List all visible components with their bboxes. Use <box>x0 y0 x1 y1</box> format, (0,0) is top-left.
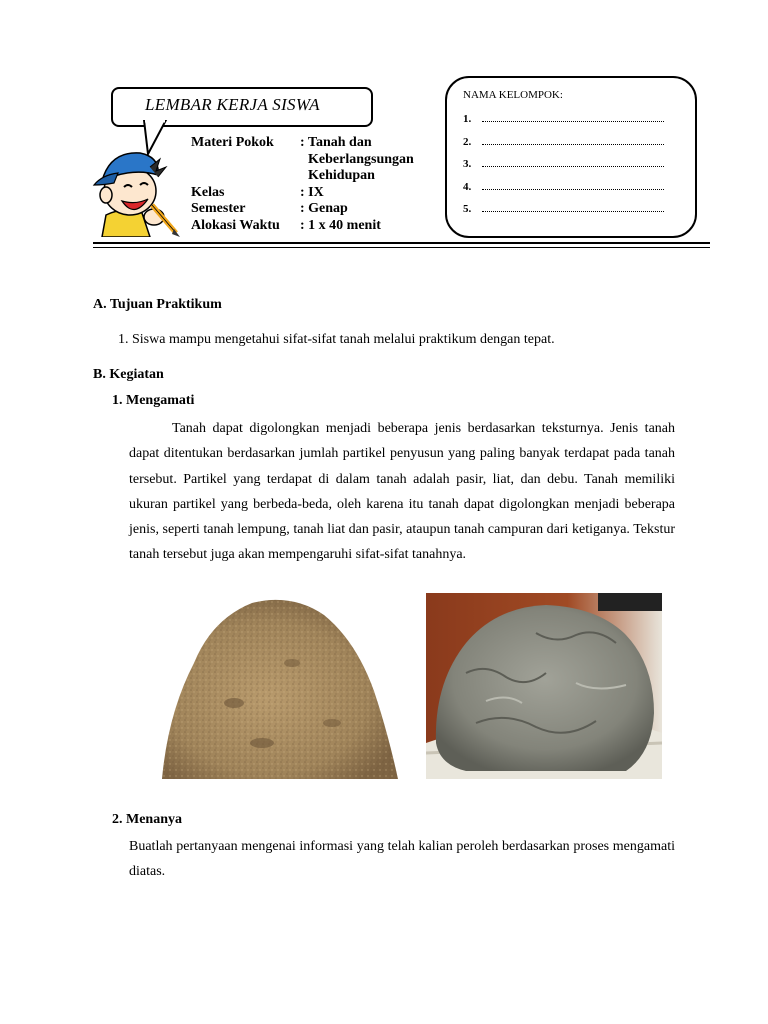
clay-soil-photo <box>426 593 662 779</box>
group-member-line[interactable] <box>463 136 664 159</box>
header-divider-thin <box>93 247 710 248</box>
group-names-title-colon: : <box>559 89 563 101</box>
semester-label: Semester <box>191 201 246 216</box>
step-1-paragraph: Tanah dapat digolongkan menjadi beberapa jenis berdasarkan teksturnya. Jenis tanah dapat ditentukan berdasarkan jumlah partikel penyusun yang paling banyak terdapat pada tanah tersebut. Partikel yang terdapat di dalam tanah adalah pasir, liat, dan debu. Tanah memiliki ukuran partikel yang berbeda-beda, oleh karena itu tanah dapat digolongkan menjadi beberapa jenis, seperti tanah lempung, tanah liat dan pasir, ataupun tanah campuran dari ketiganya. Tekstur tanah tersebut juga akan mempengaruhi sifat-sifat tanahnya. <box>129 421 675 563</box>
member-number: 4. <box>463 180 472 193</box>
step-2-paragraph: Buatlah pertanyaan mengenai informasi yang telah kalian peroleh berdasarkan proses mengamati diatas. <box>129 839 675 880</box>
materi-label: Materi Pokok <box>191 135 274 150</box>
kelas-label: Kelas <box>191 184 225 200</box>
alokasi-label: Alokasi Waktu <box>191 217 280 233</box>
dotted-blank <box>482 136 664 145</box>
kelas-value: : IX <box>300 184 324 200</box>
member-number: 2. <box>463 135 472 148</box>
step-1-heading: 1. Mengamati <box>112 393 195 408</box>
step-2-heading: 2. Menanya <box>112 812 182 827</box>
member-number: 1. <box>463 113 472 125</box>
worksheet-title: LEMBAR KERJA SISWA <box>145 95 320 114</box>
cartoon-boy-writing-icon <box>92 145 184 237</box>
dotted-blank <box>482 158 664 167</box>
dotted-blank <box>482 181 664 190</box>
materi-value-line-1: : Tanah dan <box>300 135 372 150</box>
materi-value-line-2: Keberlangsungan <box>308 151 414 167</box>
worksheet-info <box>191 135 440 234</box>
member-number: 3. <box>463 158 472 170</box>
group-member-line[interactable] <box>463 203 664 226</box>
materi-value-line-3: Kehidupan <box>308 168 375 183</box>
group-member-line[interactable] <box>463 113 664 136</box>
section-b-heading: B. Kegiatan <box>93 367 164 382</box>
group-names-list <box>463 113 664 226</box>
sand-soil-photo <box>142 593 406 779</box>
member-number: 5. <box>463 203 472 215</box>
group-member-line[interactable] <box>463 181 664 204</box>
group-names-title-text: NAMA KELOMPOK <box>463 89 560 101</box>
group-names-title <box>463 89 563 101</box>
alokasi-value: : 1 x 40 menit <box>300 217 381 233</box>
semester-value: : Genap <box>300 201 348 216</box>
group-member-line[interactable] <box>463 158 664 181</box>
section-a-heading: A. Tujuan Praktikum <box>93 297 222 312</box>
dotted-blank <box>482 113 664 122</box>
header-divider-thick <box>93 242 710 244</box>
dotted-blank <box>482 203 664 212</box>
objective-item: 1. Siswa mampu mengetahui sifat-sifat tanah melalui praktikum dengan tepat. <box>118 332 555 347</box>
